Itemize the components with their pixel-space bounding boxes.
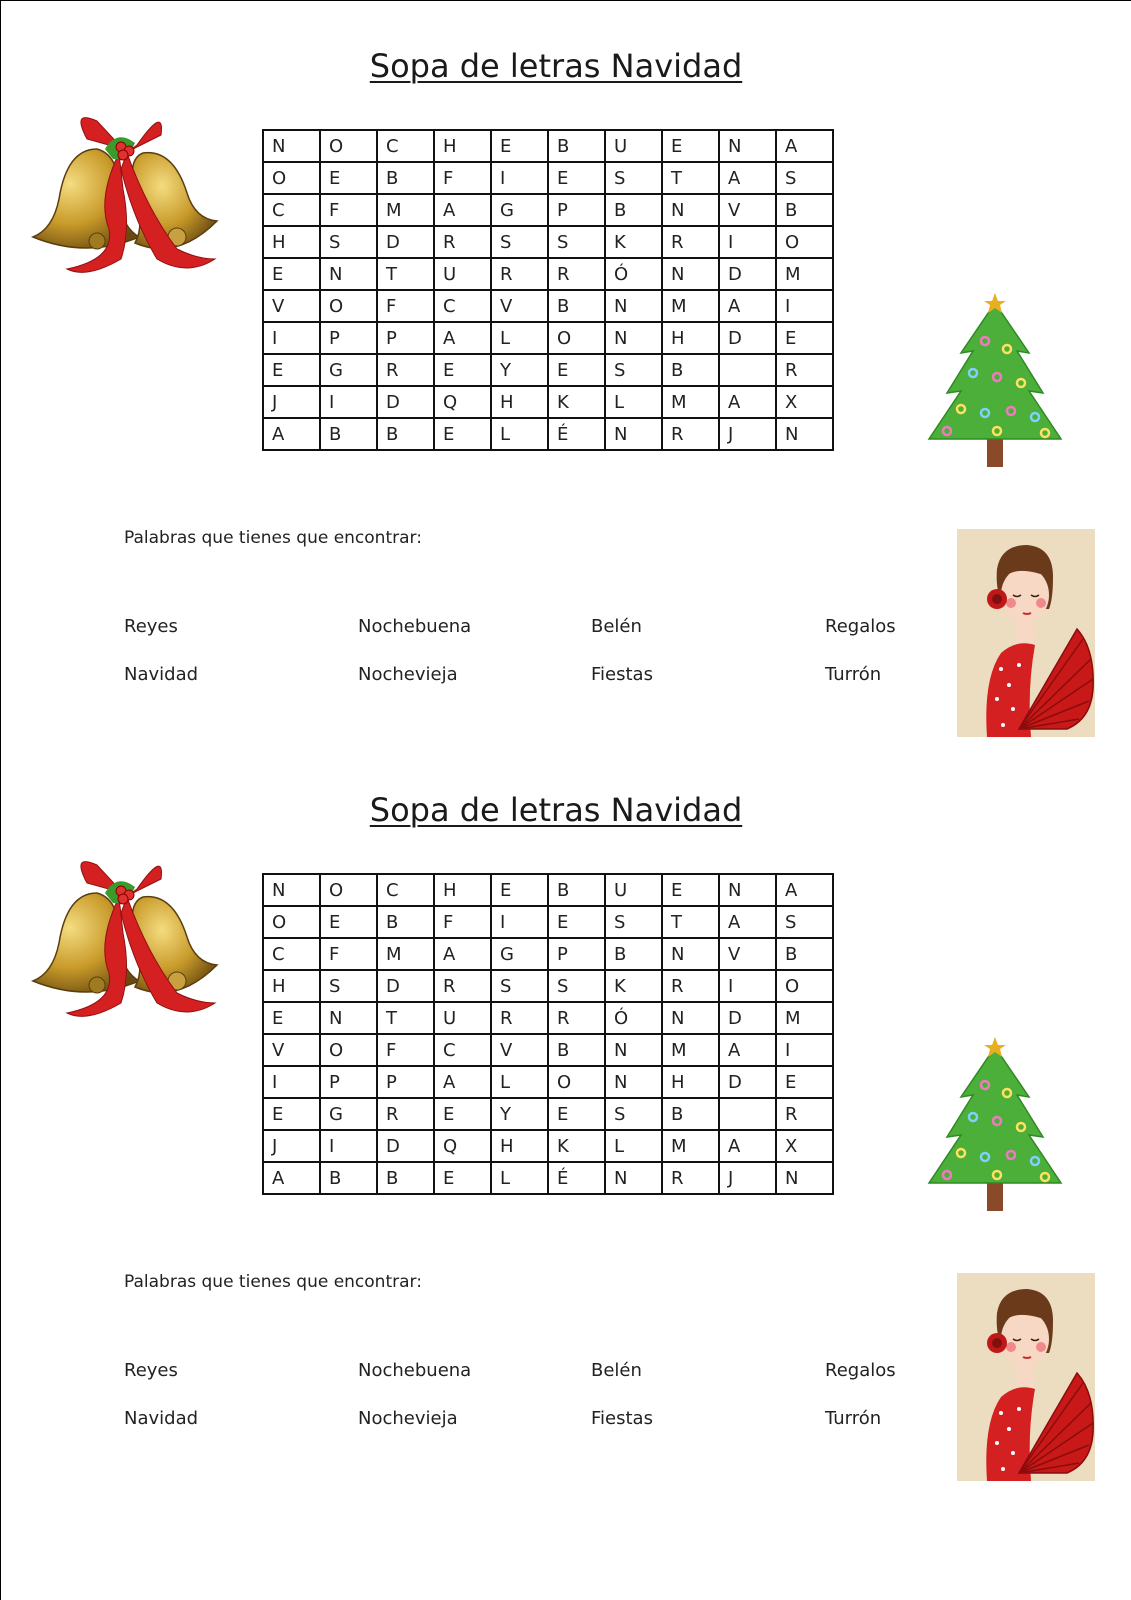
grid-cell: O	[320, 1034, 377, 1066]
grid-cell: C	[377, 874, 434, 906]
grid-cell: B	[662, 354, 719, 386]
grid-cell: U	[605, 874, 662, 906]
grid-cell: C	[263, 938, 320, 970]
grid-cell: V	[263, 1034, 320, 1066]
grid-cell: A	[719, 290, 776, 322]
grid-cell	[719, 354, 776, 386]
grid-body	[263, 874, 833, 1194]
grid-cell: N	[263, 130, 320, 162]
grid-cell: R	[776, 354, 833, 386]
grid-cell: R	[548, 1002, 605, 1034]
worksheet-title-text: Sopa de letras Navidad	[369, 47, 743, 85]
grid-cell: R	[548, 258, 605, 290]
grid-cell: R	[662, 1162, 719, 1194]
grid-cell: P	[377, 322, 434, 354]
grid-cell: B	[662, 1098, 719, 1130]
grid-cell: O	[263, 162, 320, 194]
grid-row	[263, 290, 833, 322]
grid-cell: X	[776, 1130, 833, 1162]
grid-cell: A	[719, 162, 776, 194]
grid-cell: E	[434, 1162, 491, 1194]
grid-row	[263, 1002, 833, 1034]
christmas-tree-icon	[925, 293, 1065, 475]
grid-cell: X	[776, 386, 833, 418]
grid-cell: C	[263, 194, 320, 226]
grid-cell: É	[548, 1162, 605, 1194]
grid-cell: B	[377, 418, 434, 450]
grid-row	[263, 226, 833, 258]
grid-cell: H	[263, 226, 320, 258]
christmas-bells-icon	[27, 109, 223, 285]
grid-cell: G	[320, 1098, 377, 1130]
grid-cell: J	[719, 418, 776, 450]
word-turron: Turrón	[825, 1408, 882, 1429]
grid-cell: U	[434, 258, 491, 290]
word-regalos: Regalos	[825, 1360, 896, 1381]
grid-cell: G	[491, 194, 548, 226]
grid-cell: S	[320, 970, 377, 1002]
grid-cell: J	[263, 1130, 320, 1162]
grid-cell: T	[662, 162, 719, 194]
worksheet-2	[1, 745, 1131, 1505]
grid-cell: L	[491, 418, 548, 450]
word-belen: Belén	[591, 616, 642, 637]
grid-cell: H	[662, 1066, 719, 1098]
flamenco-dancer-icon	[957, 1273, 1095, 1481]
grid-cell: E	[491, 874, 548, 906]
grid-row	[263, 970, 833, 1002]
instructions-text: Palabras que tienes que encontrar:	[124, 528, 422, 548]
grid-cell: T	[377, 258, 434, 290]
grid-cell: V	[719, 938, 776, 970]
grid-cell: B	[776, 938, 833, 970]
grid-cell: Q	[434, 1130, 491, 1162]
grid-cell: L	[491, 1066, 548, 1098]
grid-cell: F	[434, 162, 491, 194]
grid-cell: E	[776, 1066, 833, 1098]
grid-cell: P	[548, 938, 605, 970]
grid-cell: E	[320, 906, 377, 938]
grid-cell: I	[320, 1130, 377, 1162]
grid-cell: H	[662, 322, 719, 354]
grid-row	[263, 194, 833, 226]
grid-cell: G	[491, 938, 548, 970]
grid-cell: E	[662, 874, 719, 906]
grid-cell: E	[434, 418, 491, 450]
grid-cell: I	[719, 226, 776, 258]
grid-row	[263, 1066, 833, 1098]
word-fiestas: Fiestas	[591, 1408, 653, 1429]
grid-cell: H	[434, 874, 491, 906]
grid-cell: S	[776, 162, 833, 194]
grid-cell: A	[434, 194, 491, 226]
worksheet-title	[1, 47, 1111, 85]
grid-cell: B	[548, 1034, 605, 1066]
grid-cell: Ó	[605, 258, 662, 290]
grid-cell: C	[434, 290, 491, 322]
grid-cell: J	[263, 386, 320, 418]
grid-cell: P	[548, 194, 605, 226]
grid-cell: N	[263, 874, 320, 906]
grid-cell: S	[605, 906, 662, 938]
grid-cell	[719, 1098, 776, 1130]
grid-cell: M	[776, 258, 833, 290]
grid-cell: D	[377, 386, 434, 418]
grid-cell: A	[434, 1066, 491, 1098]
grid-cell: B	[377, 1162, 434, 1194]
grid-cell: E	[263, 1002, 320, 1034]
grid-cell: D	[377, 1130, 434, 1162]
grid-row	[263, 418, 833, 450]
grid-cell: L	[491, 322, 548, 354]
grid-cell: O	[548, 322, 605, 354]
grid-row	[263, 938, 833, 970]
grid-row	[263, 1034, 833, 1066]
grid-cell: P	[320, 322, 377, 354]
grid-cell: R	[377, 354, 434, 386]
grid-cell: E	[548, 1098, 605, 1130]
grid-cell: N	[719, 874, 776, 906]
grid-cell: A	[776, 874, 833, 906]
word-regalos: Regalos	[825, 616, 896, 637]
grid-cell: O	[776, 970, 833, 1002]
grid-cell: B	[377, 906, 434, 938]
grid-cell: E	[548, 906, 605, 938]
christmas-bells-icon	[27, 853, 223, 1029]
grid-cell: F	[377, 290, 434, 322]
grid-cell: K	[605, 970, 662, 1002]
worksheet-1	[1, 1, 1131, 761]
grid-cell: N	[605, 322, 662, 354]
grid-cell: T	[377, 1002, 434, 1034]
grid-cell: I	[491, 162, 548, 194]
word-reyes: Reyes	[124, 616, 178, 637]
grid-row	[263, 322, 833, 354]
grid-cell: S	[605, 1098, 662, 1130]
grid-cell: M	[662, 386, 719, 418]
grid-cell: S	[548, 226, 605, 258]
grid-cell: K	[605, 226, 662, 258]
grid-row	[263, 874, 833, 906]
grid-cell: F	[320, 938, 377, 970]
grid-cell: I	[776, 290, 833, 322]
grid-cell: S	[548, 970, 605, 1002]
grid-cell: M	[776, 1002, 833, 1034]
grid-cell: M	[662, 1130, 719, 1162]
grid-cell: A	[719, 906, 776, 938]
grid-cell: S	[605, 354, 662, 386]
grid-cell: O	[320, 130, 377, 162]
christmas-tree-icon	[925, 1037, 1065, 1219]
grid-cell: O	[776, 226, 833, 258]
word-navidad: Navidad	[124, 1408, 199, 1429]
grid-cell: O	[263, 906, 320, 938]
grid-cell: M	[377, 938, 434, 970]
grid-cell: N	[605, 290, 662, 322]
grid-cell: B	[377, 162, 434, 194]
grid-cell: A	[434, 322, 491, 354]
word-navidad: Navidad	[124, 664, 199, 685]
grid-cell: R	[491, 1002, 548, 1034]
grid-cell: I	[263, 1066, 320, 1098]
grid-cell: E	[491, 130, 548, 162]
grid-cell: D	[719, 1002, 776, 1034]
grid-cell: B	[548, 130, 605, 162]
grid-cell: S	[320, 226, 377, 258]
grid-cell: S	[491, 226, 548, 258]
worksheet-title-text: Sopa de letras Navidad	[369, 791, 743, 829]
grid-cell: K	[548, 1130, 605, 1162]
grid-cell: A	[776, 130, 833, 162]
grid-cell: B	[548, 290, 605, 322]
grid-cell: Y	[491, 1098, 548, 1130]
word-search-grid	[262, 873, 834, 1195]
grid-cell: L	[491, 1162, 548, 1194]
word-nochevieja: Nochevieja	[358, 664, 458, 685]
grid-cell: N	[320, 258, 377, 290]
grid-cell: N	[776, 418, 833, 450]
grid-cell: H	[491, 1130, 548, 1162]
grid-cell: Y	[491, 354, 548, 386]
grid-cell: M	[377, 194, 434, 226]
grid-row	[263, 258, 833, 290]
grid-cell: N	[605, 1066, 662, 1098]
grid-cell: F	[377, 1034, 434, 1066]
grid-cell: R	[491, 258, 548, 290]
grid-cell: O	[320, 290, 377, 322]
grid-cell: O	[548, 1066, 605, 1098]
grid-cell: C	[377, 130, 434, 162]
grid-cell: E	[320, 162, 377, 194]
grid-cell: E	[548, 162, 605, 194]
grid-cell: É	[548, 418, 605, 450]
grid-cell: F	[320, 194, 377, 226]
word-turron: Turrón	[825, 664, 882, 685]
grid-cell: P	[377, 1066, 434, 1098]
grid-cell: E	[776, 322, 833, 354]
grid-cell: B	[548, 874, 605, 906]
grid-cell: S	[776, 906, 833, 938]
word-belen: Belén	[591, 1360, 642, 1381]
grid-cell: I	[263, 322, 320, 354]
grid-cell: D	[377, 970, 434, 1002]
grid-cell: P	[320, 1066, 377, 1098]
grid-cell: B	[605, 194, 662, 226]
grid-cell: N	[605, 1162, 662, 1194]
grid-cell: N	[605, 418, 662, 450]
grid-cell: N	[776, 1162, 833, 1194]
grid-cell: G	[320, 354, 377, 386]
grid-cell: E	[548, 354, 605, 386]
grid-cell: S	[605, 162, 662, 194]
grid-cell: H	[491, 386, 548, 418]
grid-cell: M	[662, 1034, 719, 1066]
grid-cell: C	[434, 1034, 491, 1066]
grid-cell: R	[434, 226, 491, 258]
grid-cell: D	[719, 258, 776, 290]
grid-row	[263, 162, 833, 194]
grid-cell: H	[434, 130, 491, 162]
grid-row	[263, 1130, 833, 1162]
grid-cell: I	[776, 1034, 833, 1066]
grid-cell: B	[776, 194, 833, 226]
grid-cell: V	[491, 1034, 548, 1066]
grid-cell: Ó	[605, 1002, 662, 1034]
grid-cell: H	[263, 970, 320, 1002]
grid-cell: N	[662, 1002, 719, 1034]
grid-cell: E	[263, 354, 320, 386]
grid-cell: L	[605, 386, 662, 418]
grid-cell: L	[605, 1130, 662, 1162]
grid-cell: J	[719, 1162, 776, 1194]
grid-cell: N	[662, 938, 719, 970]
word-nochevieja: Nochevieja	[358, 1408, 458, 1429]
grid-cell: N	[662, 258, 719, 290]
word-reyes: Reyes	[124, 1360, 178, 1381]
grid-row	[263, 386, 833, 418]
word-search-grid	[262, 129, 834, 451]
grid-cell: R	[662, 418, 719, 450]
flamenco-dancer-icon	[957, 529, 1095, 737]
word-nochebuena: Nochebuena	[358, 616, 472, 637]
instructions-text: Palabras que tienes que encontrar:	[124, 1272, 422, 1292]
grid-cell: R	[434, 970, 491, 1002]
grid-cell: R	[662, 226, 719, 258]
grid-cell: E	[263, 1098, 320, 1130]
grid-cell: A	[719, 386, 776, 418]
grid-cell: M	[662, 290, 719, 322]
grid-row	[263, 906, 833, 938]
grid-cell: A	[263, 1162, 320, 1194]
grid-cell: B	[320, 1162, 377, 1194]
grid-cell: E	[434, 354, 491, 386]
grid-cell: R	[662, 970, 719, 1002]
grid-cell: N	[605, 1034, 662, 1066]
grid-cell: O	[320, 874, 377, 906]
grid-cell: A	[434, 938, 491, 970]
grid-cell: V	[491, 290, 548, 322]
grid-cell: K	[548, 386, 605, 418]
grid-cell: E	[263, 258, 320, 290]
grid-cell: D	[377, 226, 434, 258]
grid-cell: E	[434, 1098, 491, 1130]
word-fiestas: Fiestas	[591, 664, 653, 685]
grid-cell: V	[263, 290, 320, 322]
grid-cell: N	[662, 194, 719, 226]
grid-row	[263, 130, 833, 162]
grid-body	[263, 130, 833, 450]
grid-cell: R	[776, 1098, 833, 1130]
grid-cell: D	[719, 1066, 776, 1098]
grid-cell: F	[434, 906, 491, 938]
grid-cell: I	[491, 906, 548, 938]
grid-cell: B	[320, 418, 377, 450]
worksheet-title	[1, 791, 1111, 829]
grid-cell: S	[491, 970, 548, 1002]
grid-cell: T	[662, 906, 719, 938]
grid-cell: A	[719, 1034, 776, 1066]
grid-cell: Q	[434, 386, 491, 418]
grid-cell: U	[605, 130, 662, 162]
grid-cell: I	[719, 970, 776, 1002]
grid-cell: D	[719, 322, 776, 354]
grid-cell: R	[377, 1098, 434, 1130]
grid-cell: B	[605, 938, 662, 970]
grid-cell: N	[719, 130, 776, 162]
grid-row	[263, 1162, 833, 1194]
word-nochebuena: Nochebuena	[358, 1360, 472, 1381]
grid-cell: N	[320, 1002, 377, 1034]
grid-cell: A	[263, 418, 320, 450]
grid-row	[263, 1098, 833, 1130]
grid-cell: I	[320, 386, 377, 418]
grid-cell: V	[719, 194, 776, 226]
grid-cell: E	[662, 130, 719, 162]
grid-row	[263, 354, 833, 386]
grid-cell: A	[719, 1130, 776, 1162]
grid-cell: U	[434, 1002, 491, 1034]
